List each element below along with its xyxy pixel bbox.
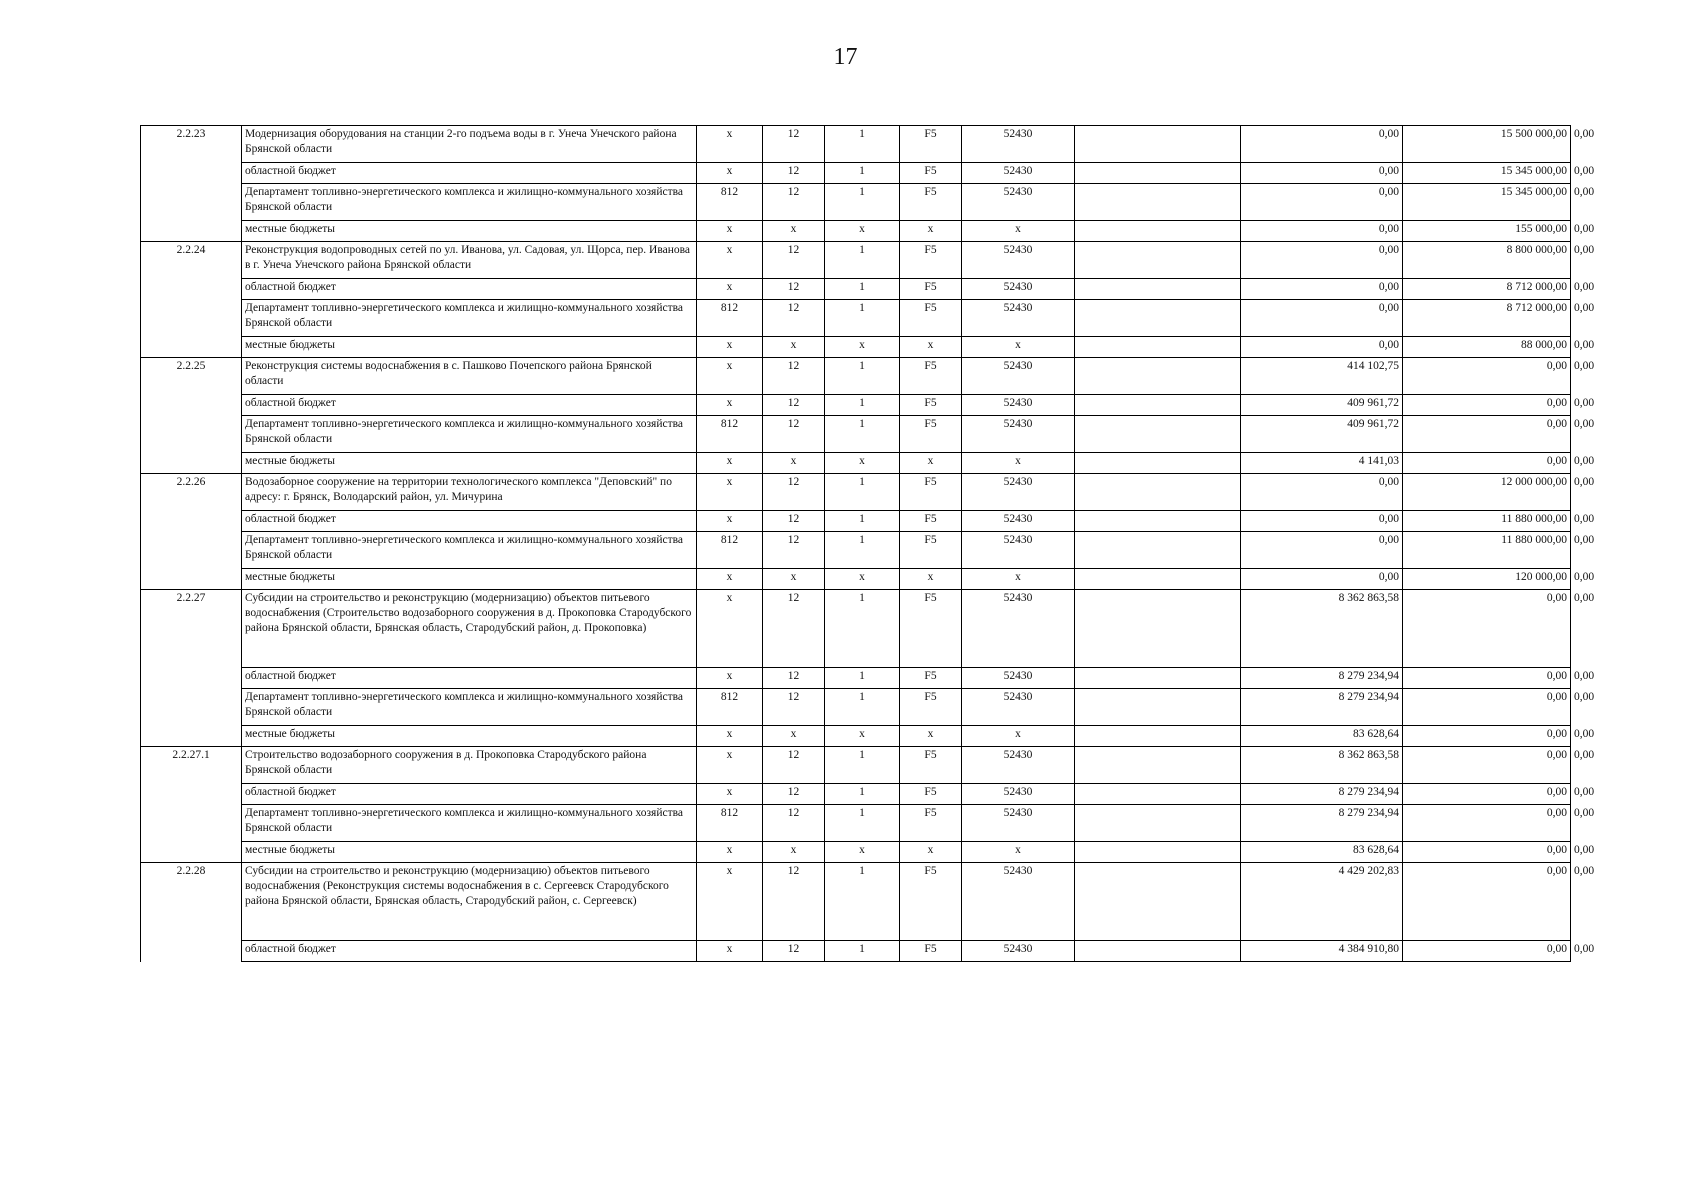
code-subsection: 1	[825, 511, 900, 532]
row-name: Департамент топливно-энергетического комплекса и жилищно-коммунального хозяйства Брянской области	[242, 184, 697, 221]
empty-cell	[1075, 532, 1241, 569]
code-subsection: 1	[825, 358, 900, 395]
row-name: Субсидии на строительство и реконструкцию (модернизацию) объектов питьевого водоснабжения (Строительство водозаборного сооружения в д. Прокоповка Стародубского района Брянской области, Брянская область, Стародубский район, д. Прокоповка)	[242, 590, 697, 668]
empty-cell	[1075, 221, 1241, 242]
item-number: 2.2.25	[141, 358, 242, 474]
code-target: 52430	[962, 126, 1075, 163]
code-subsection: 1	[825, 300, 900, 337]
item-number: 2.2.27.1	[141, 747, 242, 863]
table-row: местные бюджеты x x x x x 83 628,64 0,00 0,00	[141, 726, 1571, 747]
empty-cell	[1075, 126, 1241, 163]
code-program: F5	[900, 242, 962, 279]
code-program: F5	[900, 805, 962, 842]
code-program: F5	[900, 747, 962, 784]
code-admin: x	[697, 242, 763, 279]
amount-year-2: 0,00	[1403, 842, 1571, 863]
amount-year-2: 11 880 000,00	[1403, 511, 1571, 532]
code-section: x	[763, 842, 825, 863]
empty-cell	[1075, 590, 1241, 668]
code-admin: x	[697, 726, 763, 747]
table-row: областной бюджет x 12 1 F5 52430 0,00 8 712 000,00 0,00	[141, 279, 1571, 300]
empty-cell	[1075, 842, 1241, 863]
empty-cell	[1075, 358, 1241, 395]
amount-year-1: 4 141,03	[1241, 453, 1403, 474]
table-row: Департамент топливно-энергетического комплекса и жилищно-коммунального хозяйства Брянской области 812 12 1 F5 52430 409 961,72 0,00 0,00	[141, 416, 1571, 453]
code-subsection: 1	[825, 941, 900, 962]
row-name: местные бюджеты	[242, 726, 697, 747]
code-section: 12	[763, 184, 825, 221]
code-admin: x	[697, 784, 763, 805]
row-name: Модернизация оборудования на станции 2-го подъема воды в г. Унеча Унечского района Брянской области	[242, 126, 697, 163]
code-subsection: 1	[825, 590, 900, 668]
code-section: x	[763, 726, 825, 747]
empty-cell	[1075, 184, 1241, 221]
code-target: x	[962, 569, 1075, 590]
row-name: областной бюджет	[242, 163, 697, 184]
amount-year-1: 8 279 234,94	[1241, 784, 1403, 805]
empty-cell	[1075, 163, 1241, 184]
amount-year-1: 0,00	[1241, 300, 1403, 337]
code-program: x	[900, 726, 962, 747]
table-row: областной бюджет x 12 1 F5 52430 4 384 910,80 0,00 0,00	[141, 941, 1571, 962]
code-subsection: x	[825, 569, 900, 590]
code-program: F5	[900, 395, 962, 416]
table-row: 2.2.28 Субсидии на строительство и реконструкцию (модернизацию) объектов питьевого водоснабжения (Реконструкция системы водоснабжения в с. Сергеевск Стародубского района Брянской области, Брянская область, Стародубский район, с. Сергеевск) x 12 1 F5 52430 4 429 202,83 0,00 0,00	[141, 863, 1571, 941]
code-program: F5	[900, 163, 962, 184]
code-subsection: 1	[825, 747, 900, 784]
code-section: 12	[763, 532, 825, 569]
row-name: областной бюджет	[242, 511, 697, 532]
code-target: 52430	[962, 668, 1075, 689]
amount-year-1: 8 279 234,94	[1241, 668, 1403, 689]
code-admin: x	[697, 511, 763, 532]
amount-year-1: 4 384 910,80	[1241, 941, 1403, 962]
amount-year-1: 83 628,64	[1241, 842, 1403, 863]
amount-year-2: 0,00	[1403, 941, 1571, 962]
code-section: 12	[763, 474, 825, 511]
row-name: Департамент топливно-энергетического комплекса и жилищно-коммунального хозяйства Брянской области	[242, 805, 697, 842]
code-target: x	[962, 337, 1075, 358]
code-section: 12	[763, 668, 825, 689]
code-program: F5	[900, 474, 962, 511]
item-number: 2.2.28	[141, 863, 242, 962]
empty-cell	[1075, 863, 1241, 941]
code-section: x	[763, 569, 825, 590]
code-program: F5	[900, 184, 962, 221]
code-section: 12	[763, 300, 825, 337]
amount-year-2: 0,00	[1403, 784, 1571, 805]
code-admin: x	[697, 941, 763, 962]
code-section: x	[763, 453, 825, 474]
row-name: Строительство водозаборного сооружения в д. Прокоповка Стародубского района Брянской области	[242, 747, 697, 784]
code-admin: x	[697, 279, 763, 300]
code-target: 52430	[962, 689, 1075, 726]
table-row: 2.2.25 Реконструкция системы водоснабжения в с. Пашково Почепского района Брянской области x 12 1 F5 52430 414 102,75 0,00 0,00	[141, 358, 1571, 395]
empty-cell	[1075, 511, 1241, 532]
code-program: F5	[900, 358, 962, 395]
table-row: 2.2.23 Модернизация оборудования на станции 2-го подъема воды в г. Унеча Унечского района Брянской области x 12 1 F5 52430 0,00 15 500 000,00 0,00	[141, 126, 1571, 163]
code-subsection: 1	[825, 279, 900, 300]
code-section: 12	[763, 941, 825, 962]
code-program: F5	[900, 941, 962, 962]
code-program: F5	[900, 279, 962, 300]
code-target: 52430	[962, 747, 1075, 784]
code-target: x	[962, 726, 1075, 747]
item-number: 2.2.26	[141, 474, 242, 590]
code-target: x	[962, 453, 1075, 474]
code-admin: x	[697, 668, 763, 689]
row-name: Департамент топливно-энергетического комплекса и жилищно-коммунального хозяйства Брянской области	[242, 300, 697, 337]
amount-year-2: 0,00	[1403, 726, 1571, 747]
table-row: 2.2.26 Водозаборное сооружение на территории технологического комплекса "Деповский" по адресу: г. Брянск, Володарский район, ул. Мичурина x 12 1 F5 52430 0,00 12 000 000,00 0,00	[141, 474, 1571, 511]
code-program: F5	[900, 863, 962, 941]
amount-year-2: 0,00	[1403, 416, 1571, 453]
code-admin: x	[697, 337, 763, 358]
code-section: 12	[763, 163, 825, 184]
code-target: 52430	[962, 805, 1075, 842]
row-name: местные бюджеты	[242, 453, 697, 474]
amount-year-1: 4 429 202,83	[1241, 863, 1403, 941]
amount-year-2: 0,00	[1403, 805, 1571, 842]
amount-year-1: 0,00	[1241, 511, 1403, 532]
code-admin: x	[697, 126, 763, 163]
amount-year-2: 0,00	[1403, 590, 1571, 668]
code-target: 52430	[962, 511, 1075, 532]
code-admin: x	[697, 474, 763, 511]
empty-cell	[1075, 726, 1241, 747]
code-program: F5	[900, 784, 962, 805]
row-name: Водозаборное сооружение на территории технологического комплекса "Деповский" по адресу: г. Брянск, Володарский район, ул. Мичурина	[242, 474, 697, 511]
amount-year-2: 0,00	[1403, 395, 1571, 416]
code-admin: 812	[697, 300, 763, 337]
empty-cell	[1075, 805, 1241, 842]
table-row: Департамент топливно-энергетического комплекса и жилищно-коммунального хозяйства Брянской области 812 12 1 F5 52430 8 279 234,94 0,00 0,00	[141, 805, 1571, 842]
table-row: областной бюджет x 12 1 F5 52430 0,00 15 345 000,00 0,00	[141, 163, 1571, 184]
table-row: Департамент топливно-энергетического комплекса и жилищно-коммунального хозяйства Брянской области 812 12 1 F5 52430 0,00 15 345 000,00 0,00	[141, 184, 1571, 221]
amount-year-1: 8 279 234,94	[1241, 805, 1403, 842]
amount-year-2: 0,00	[1403, 668, 1571, 689]
row-name: местные бюджеты	[242, 337, 697, 358]
amount-year-2: 12 000 000,00	[1403, 474, 1571, 511]
table-row: 2.2.24 Реконструкция водопроводных сетей по ул. Иванова, ул. Садовая, ул. Щорса, пер. Иванова в г. Унеча Унечского района Брянской области x 12 1 F5 52430 0,00 8 800 000,00 0,00	[141, 242, 1571, 279]
empty-cell	[1075, 747, 1241, 784]
row-name: местные бюджеты	[242, 842, 697, 863]
amount-year-1: 83 628,64	[1241, 726, 1403, 747]
code-admin: x	[697, 395, 763, 416]
code-subsection: x	[825, 337, 900, 358]
table-row: областной бюджет x 12 1 F5 52430 8 279 234,94 0,00 0,00	[141, 668, 1571, 689]
empty-cell	[1075, 668, 1241, 689]
code-target: x	[962, 842, 1075, 863]
code-admin: 812	[697, 805, 763, 842]
code-program: F5	[900, 532, 962, 569]
code-section: 12	[763, 416, 825, 453]
empty-cell	[1075, 416, 1241, 453]
table-row: областной бюджет x 12 1 F5 52430 0,00 11 880 000,00 0,00	[141, 511, 1571, 532]
empty-cell	[1075, 689, 1241, 726]
code-target: 52430	[962, 474, 1075, 511]
amount-year-2: 0,00	[1403, 358, 1571, 395]
table-row: 2.2.27 Субсидии на строительство и реконструкцию (модернизацию) объектов питьевого водоснабжения (Строительство водозаборного сооружения в д. Прокоповка Стародубского района Брянской области, Брянская область, Стародубский район, д. Прокоповка) x 12 1 F5 52430 8 362 863,58 0,00 0,00	[141, 590, 1571, 668]
table-row: местные бюджеты x x x x x 0,00 155 000,00 0,00	[141, 221, 1571, 242]
row-name: Реконструкция водопроводных сетей по ул. Иванова, ул. Садовая, ул. Щорса, пер. Иванова в г. Унеча Унечского района Брянской области	[242, 242, 697, 279]
row-name: областной бюджет	[242, 784, 697, 805]
amount-year-2: 0,00	[1403, 863, 1571, 941]
code-subsection: 1	[825, 163, 900, 184]
code-section: 12	[763, 242, 825, 279]
code-admin: x	[697, 842, 763, 863]
row-name: областной бюджет	[242, 668, 697, 689]
table-body	[141, 126, 1595, 962]
row-name: областной бюджет	[242, 941, 697, 962]
amount-year-2: 0,00	[1403, 453, 1571, 474]
code-target: 52430	[962, 358, 1075, 395]
code-section: 12	[763, 689, 825, 726]
amount-year-2: 0,00	[1403, 747, 1571, 784]
code-program: F5	[900, 300, 962, 337]
code-target: 52430	[962, 784, 1075, 805]
empty-cell	[1075, 453, 1241, 474]
code-subsection: x	[825, 842, 900, 863]
table-row: Департамент топливно-энергетического комплекса и жилищно-коммунального хозяйства Брянской области 812 12 1 F5 52430 0,00 11 880 000,00 0,00	[141, 532, 1571, 569]
code-target: 52430	[962, 590, 1075, 668]
amount-year-1: 414 102,75	[1241, 358, 1403, 395]
code-target: 52430	[962, 532, 1075, 569]
table-row: Департамент топливно-энергетического комплекса и жилищно-коммунального хозяйства Брянской области 812 12 1 F5 52430 8 279 234,94 0,00 0,00	[141, 689, 1571, 726]
amount-year-2: 8 712 000,00	[1403, 279, 1571, 300]
empty-cell	[1075, 337, 1241, 358]
amount-year-1: 8 362 863,58	[1241, 590, 1403, 668]
code-section: 12	[763, 358, 825, 395]
code-subsection: 1	[825, 532, 900, 569]
amount-year-1: 0,00	[1241, 532, 1403, 569]
code-target: x	[962, 221, 1075, 242]
empty-cell	[1075, 279, 1241, 300]
code-section: 12	[763, 784, 825, 805]
code-admin: x	[697, 747, 763, 784]
amount-year-2: 11 880 000,00	[1403, 532, 1571, 569]
row-name: Департамент топливно-энергетического комплекса и жилищно-коммунального хозяйства Брянской области	[242, 689, 697, 726]
code-admin: x	[697, 163, 763, 184]
code-target: 52430	[962, 416, 1075, 453]
amount-year-2: 8 800 000,00	[1403, 242, 1571, 279]
code-program: x	[900, 337, 962, 358]
code-admin: x	[697, 590, 763, 668]
code-admin: 812	[697, 184, 763, 221]
code-target: 52430	[962, 300, 1075, 337]
amount-year-2: 155 000,00	[1403, 221, 1571, 242]
code-subsection: 1	[825, 395, 900, 416]
code-subsection: 1	[825, 474, 900, 511]
row-name: местные бюджеты	[242, 221, 697, 242]
amount-year-1: 409 961,72	[1241, 416, 1403, 453]
amount-year-1: 409 961,72	[1241, 395, 1403, 416]
code-subsection: 1	[825, 668, 900, 689]
code-target: 52430	[962, 279, 1075, 300]
table-row: местные бюджеты x x x x x 4 141,03 0,00 0,00	[141, 453, 1571, 474]
code-target: 52430	[962, 941, 1075, 962]
code-subsection: 1	[825, 863, 900, 941]
code-target: 52430	[962, 395, 1075, 416]
row-name: областной бюджет	[242, 395, 697, 416]
amount-year-1: 0,00	[1241, 337, 1403, 358]
amount-year-1: 8 362 863,58	[1241, 747, 1403, 784]
code-program: x	[900, 221, 962, 242]
code-admin: x	[697, 863, 763, 941]
code-admin: x	[697, 358, 763, 395]
code-program: x	[900, 569, 962, 590]
row-name: Департамент топливно-энергетического комплекса и жилищно-коммунального хозяйства Брянской области	[242, 532, 697, 569]
amount-year-2: 8 712 000,00	[1403, 300, 1571, 337]
code-target: 52430	[962, 184, 1075, 221]
empty-cell	[1075, 242, 1241, 279]
amount-year-1: 0,00	[1241, 221, 1403, 242]
code-section: x	[763, 337, 825, 358]
code-admin: 812	[697, 416, 763, 453]
amount-year-2: 120 000,00	[1403, 569, 1571, 590]
code-program: F5	[900, 668, 962, 689]
amount-year-1: 0,00	[1241, 126, 1403, 163]
amount-year-1: 0,00	[1241, 474, 1403, 511]
row-name: местные бюджеты	[242, 569, 697, 590]
code-section: 12	[763, 590, 825, 668]
code-subsection: 1	[825, 184, 900, 221]
row-name: Департамент топливно-энергетического комплекса и жилищно-коммунального хозяйства Брянской области	[242, 416, 697, 453]
budget-table	[140, 125, 1595, 962]
code-subsection: 1	[825, 416, 900, 453]
code-program: F5	[900, 511, 962, 532]
table-row: 2.2.27.1 Строительство водозаборного сооружения в д. Прокоповка Стародубского района Брянской области x 12 1 F5 52430 8 362 863,58 0,00 0,00	[141, 747, 1571, 784]
amount-year-1: 8 279 234,94	[1241, 689, 1403, 726]
code-subsection: x	[825, 453, 900, 474]
item-number: 2.2.23	[141, 126, 242, 242]
code-target: 52430	[962, 163, 1075, 184]
code-subsection: 1	[825, 126, 900, 163]
table-row: местные бюджеты x x x x x 83 628,64 0,00 0,00	[141, 842, 1571, 863]
row-name: областной бюджет	[242, 279, 697, 300]
code-program: F5	[900, 126, 962, 163]
code-subsection: 1	[825, 689, 900, 726]
amount-year-1: 0,00	[1241, 184, 1403, 221]
amount-year-2: 15 345 000,00	[1403, 163, 1571, 184]
empty-cell	[1075, 395, 1241, 416]
amount-year-2: 0,00	[1403, 689, 1571, 726]
code-subsection: 1	[825, 242, 900, 279]
code-target: 52430	[962, 242, 1075, 279]
code-admin: 812	[697, 689, 763, 726]
code-section: 12	[763, 395, 825, 416]
table-row: областной бюджет x 12 1 F5 52430 409 961,72 0,00 0,00	[141, 395, 1571, 416]
code-admin: 812	[697, 532, 763, 569]
code-program: x	[900, 453, 962, 474]
code-subsection: x	[825, 221, 900, 242]
code-admin: x	[697, 569, 763, 590]
code-program: F5	[900, 590, 962, 668]
code-admin: x	[697, 453, 763, 474]
code-section: 12	[763, 863, 825, 941]
table-row: областной бюджет x 12 1 F5 52430 8 279 234,94 0,00 0,00	[141, 784, 1571, 805]
amount-year-1: 0,00	[1241, 242, 1403, 279]
code-section: 12	[763, 511, 825, 532]
amount-year-1: 0,00	[1241, 279, 1403, 300]
empty-cell	[1075, 784, 1241, 805]
empty-cell	[1075, 941, 1241, 962]
amount-year-2: 15 500 000,00	[1403, 126, 1571, 163]
amount-year-1: 0,00	[1241, 163, 1403, 184]
empty-cell	[1075, 300, 1241, 337]
table-row: местные бюджеты x x x x x 0,00 88 000,00 0,00	[141, 337, 1571, 358]
item-number: 2.2.27	[141, 590, 242, 747]
amount-year-2: 15 345 000,00	[1403, 184, 1571, 221]
row-name: Субсидии на строительство и реконструкцию (модернизацию) объектов питьевого водоснабжения (Реконструкция системы водоснабжения в с. Сергеевск Стародубского района Брянской области, Брянская область, Стародубский район, с. Сергеевск)	[242, 863, 697, 941]
code-program: F5	[900, 689, 962, 726]
empty-cell	[1075, 569, 1241, 590]
code-section: 12	[763, 805, 825, 842]
amount-year-1: 0,00	[1241, 569, 1403, 590]
item-number: 2.2.24	[141, 242, 242, 358]
code-subsection: x	[825, 726, 900, 747]
table-row: местные бюджеты x x x x x 0,00 120 000,00 0,00	[141, 569, 1571, 590]
code-subsection: 1	[825, 784, 900, 805]
code-target: 52430	[962, 863, 1075, 941]
code-subsection: 1	[825, 805, 900, 842]
amount-year-2: 88 000,00	[1403, 337, 1571, 358]
code-section: x	[763, 221, 825, 242]
code-program: x	[900, 842, 962, 863]
code-admin: x	[697, 221, 763, 242]
table-row: Департамент топливно-энергетического комплекса и жилищно-коммунального хозяйства Брянской области 812 12 1 F5 52430 0,00 8 712 000,00 0,00	[141, 300, 1571, 337]
code-section: 12	[763, 126, 825, 163]
code-section: 12	[763, 747, 825, 784]
empty-cell	[1075, 474, 1241, 511]
row-name: Реконструкция системы водоснабжения в с. Пашково Почепского района Брянской области	[242, 358, 697, 395]
code-section: 12	[763, 279, 825, 300]
code-program: F5	[900, 416, 962, 453]
page-number: 17	[833, 44, 858, 70]
